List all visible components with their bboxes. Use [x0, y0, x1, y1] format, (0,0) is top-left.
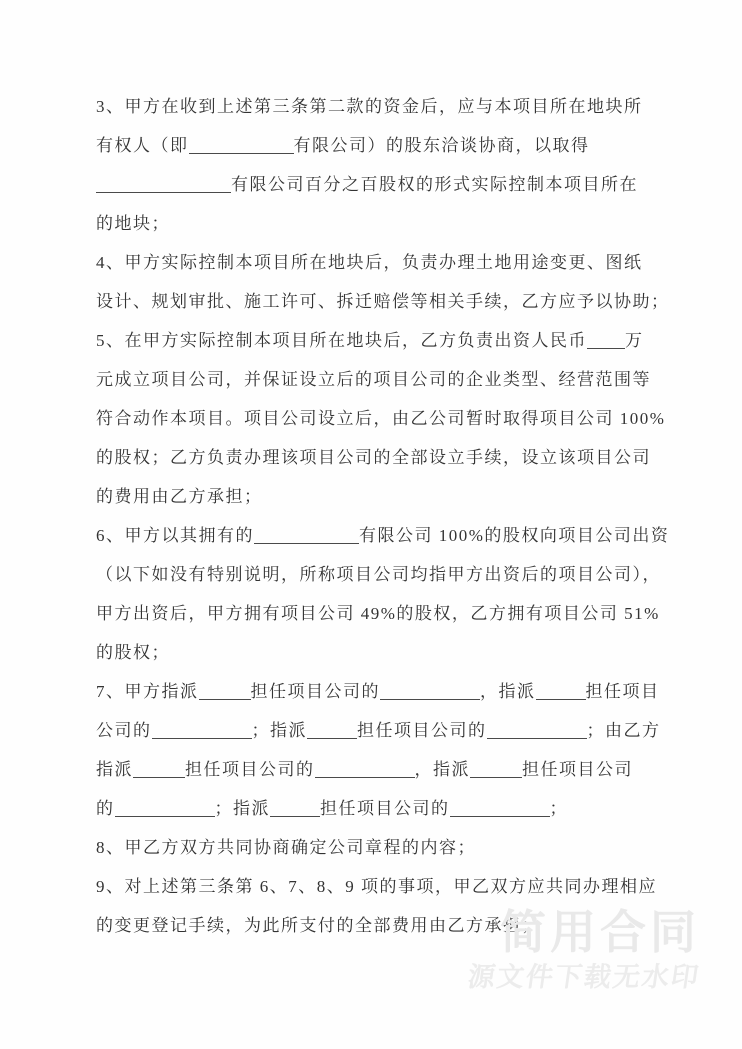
text-run: 甲方出资后，甲方拥有项目公司 49%的股权，乙方拥有项目公司 51% [96, 604, 660, 623]
text-run: 万 [625, 331, 644, 350]
text-line [96, 165, 696, 204]
text-line [96, 126, 696, 165]
text-run: 的变更登记手续，为此所支付的全部费用由乙方承担； [96, 916, 540, 935]
text-run: 有权人（即 [96, 136, 189, 155]
text-run: 6、甲方以其拥有的 [96, 526, 254, 545]
text-run: 符合动作本项目。项目公司设立后，由乙公司暂时取得项目公司 100% [96, 409, 666, 428]
blank-field [96, 192, 231, 193]
blank-field [270, 816, 320, 817]
blank-field [450, 816, 550, 817]
text-line [96, 477, 696, 516]
text-run: ，指派 [480, 682, 536, 701]
text-line [96, 204, 696, 243]
text-run: 有限公司 100%的股权向项目公司出资 [359, 526, 670, 545]
text-line [96, 243, 696, 282]
text-run: 担任项目公司的 [250, 682, 380, 701]
watermark-title: 简用合同 [500, 906, 700, 958]
text-run: 4、甲方实际控制本项目所在地块后，负责办理土地用途变更、图纸 [96, 253, 643, 272]
text-line [96, 360, 696, 399]
blank-field [152, 738, 252, 739]
text-line [96, 906, 696, 945]
text-run: 的股权； [96, 643, 170, 662]
text-run: 5、在甲方实际控制本项目所在地块后，乙方负责出资人民币 [96, 331, 587, 350]
clause-paragraph-5 [96, 321, 696, 516]
clause-paragraph-4 [96, 243, 696, 321]
text-line [96, 711, 696, 750]
clause-paragraph-3 [96, 87, 696, 243]
text-line [96, 399, 696, 438]
blank-field [133, 777, 185, 778]
text-line [96, 516, 696, 555]
text-run: 设计、规划审批、施工许可、拆迁赔偿等相关手续，乙方应予以协助； [96, 292, 670, 311]
text-run: 元成立项目公司，并保证设立后的项目公司的企业类型、经营范围等 [96, 370, 651, 389]
text-line [96, 594, 696, 633]
watermark-subtitle: 源文件下载无水印 [465, 962, 703, 992]
text-run: （以下如没有特别说明，所称项目公司均指甲方出资后的项目公司）， [96, 565, 661, 584]
text-run: 有限公司）的股东洽谈协商，以取得 [293, 136, 590, 155]
blank-field [199, 699, 251, 700]
text-run: 3、甲方在收到上述第三条第二款的资金后，应与本项目所在地块所 [96, 97, 643, 116]
clause-paragraph-7 [96, 672, 696, 828]
text-run: 指派 [96, 760, 133, 779]
blank-field [536, 699, 586, 700]
text-run: ；指派 [251, 721, 307, 740]
text-run: 9、对上述第三条第 6、7、8、9 项的事项，甲乙双方应共同办理相应 [96, 877, 657, 896]
text-line [96, 555, 696, 594]
text-line [96, 789, 696, 828]
document-body [96, 87, 696, 945]
text-run: 的股权；乙方负责办理该项目公司的全部设立手续，设立该项目公司 [96, 448, 651, 467]
text-line [96, 321, 696, 360]
text-line [96, 750, 696, 789]
clause-paragraph-9 [96, 867, 696, 945]
blank-field [380, 699, 480, 700]
blank-field [487, 738, 587, 739]
text-run: 的地块； [96, 214, 170, 233]
text-run: 8、甲乙方双方共同协商确定公司章程的内容； [96, 838, 476, 857]
blank-field [587, 348, 625, 349]
text-run: 的费用由乙方承担； [96, 487, 263, 506]
text-run: ；指派 [214, 799, 270, 818]
text-line [96, 633, 696, 672]
text-run: 公司的 [96, 721, 152, 740]
text-run: 担任项目公司的 [357, 721, 487, 740]
text-run: 7、甲方指派 [96, 682, 199, 701]
text-run: 有限公司百分之百股权的形式实际控制本项目所在 [231, 175, 638, 194]
blank-field [470, 777, 522, 778]
blank-field [115, 816, 215, 817]
clause-paragraph-8 [96, 828, 696, 867]
blank-field [315, 777, 415, 778]
text-run: 担任项目公司的 [320, 799, 450, 818]
blank-field [254, 543, 359, 544]
clause-paragraph-6 [96, 516, 696, 672]
blank-field [307, 738, 357, 739]
blank-field [189, 153, 294, 154]
text-line [96, 828, 696, 867]
text-run: 担任项目公司 [522, 760, 633, 779]
text-line [96, 867, 696, 906]
text-run: ； [549, 799, 568, 818]
text-line [96, 438, 696, 477]
text-line [96, 87, 696, 126]
text-line [96, 672, 696, 711]
text-run: ，指派 [414, 760, 470, 779]
text-run: 担任项目公司的 [185, 760, 315, 779]
text-run: 的 [96, 799, 115, 818]
text-line [96, 282, 696, 321]
text-run: 担任项目 [585, 682, 660, 701]
text-run: ；由乙方 [586, 721, 661, 740]
